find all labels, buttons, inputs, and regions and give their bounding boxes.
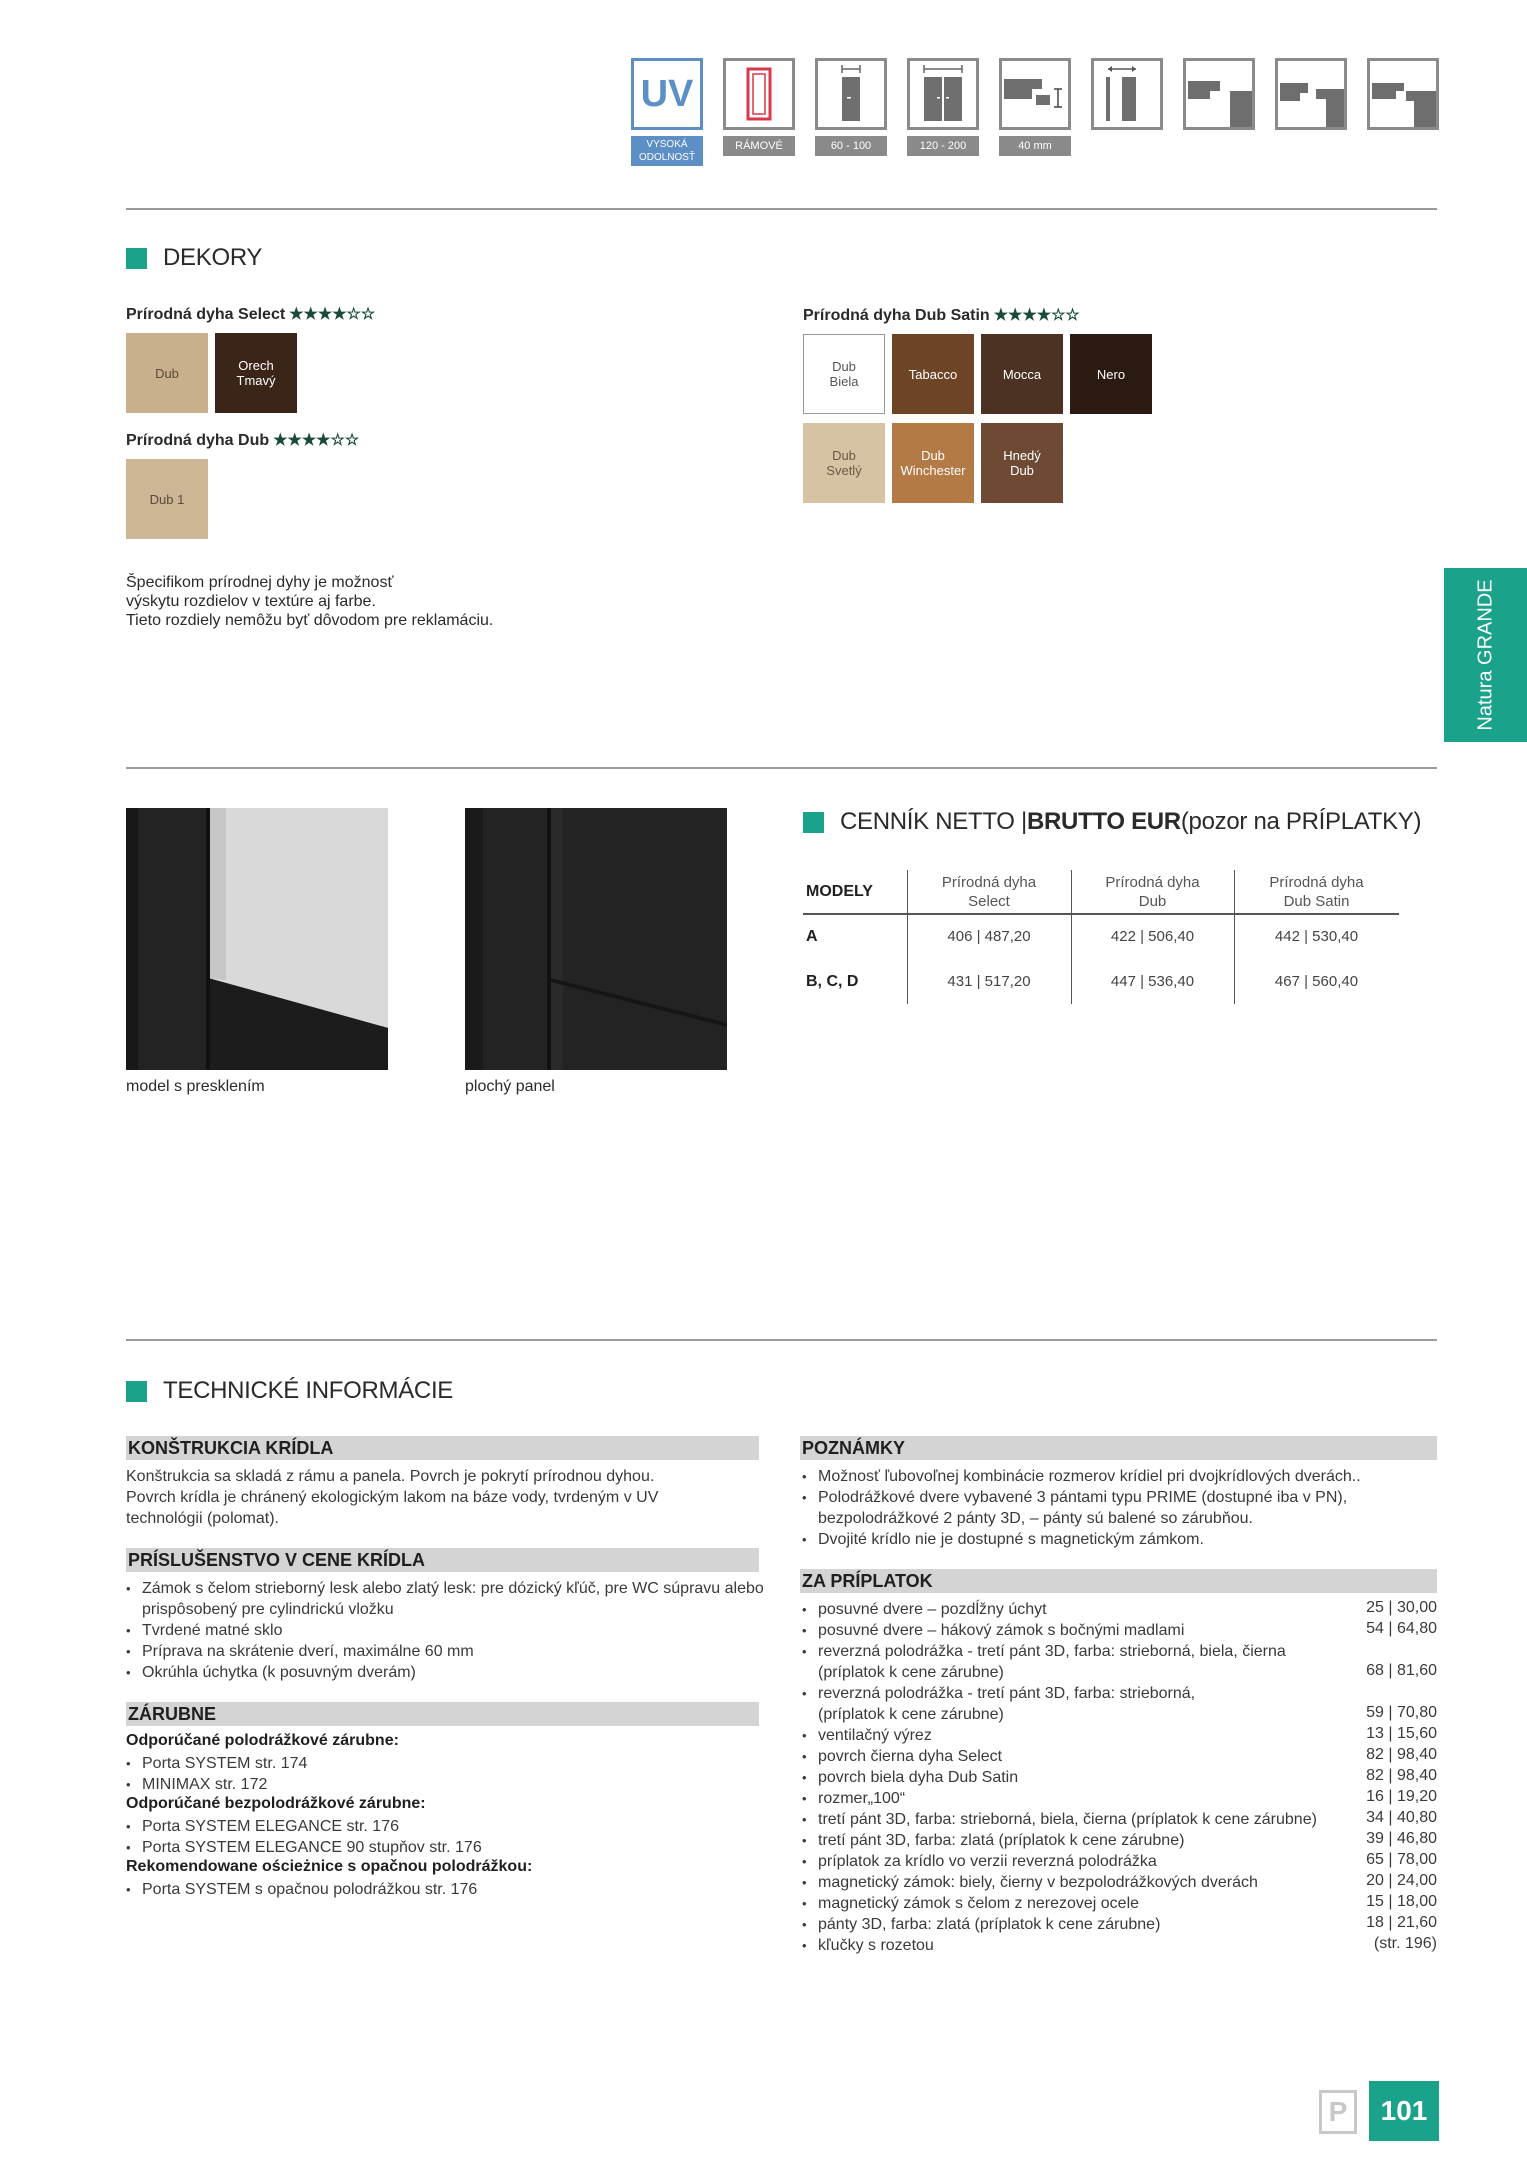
section-marker (803, 812, 824, 833)
tech-heading-text: TECHNICKÉ INFORMÁCIE (163, 1377, 454, 1404)
photo-flat-panel (465, 808, 727, 1070)
row-model-a: A (806, 928, 818, 945)
price-heading (803, 808, 1421, 836)
swatch-label: Tabacco (908, 366, 958, 382)
veneer-select-name: Prírodná dyha Select (126, 306, 286, 323)
accessories-band: PRÍSLUŠENSTVO V CENE KRÍDLA (126, 1548, 759, 1572)
swatch-label: Dub Winchester (900, 448, 966, 478)
decor-heading (126, 244, 262, 272)
page-number: 101 (1369, 2081, 1439, 2141)
frame-door-label: RÁMOVÉ (723, 136, 795, 156)
surcharge-item: • posuvné dvere – pozdĺžny úchyt (818, 1599, 1047, 1620)
col-models: MODELY (806, 883, 873, 900)
price-bcd-dub: 447 | 536,40 (1110, 973, 1195, 990)
construction-text: Konštrukcia sa skladá z rámu a panela. Povrch je pokrytí prírodnou dyhou. Povrch krídla je chránený ekologickým lakom na báze vody, tvrdeným v UV technológii (polomat). (126, 1468, 659, 1527)
frames-band: ZÁRUBNE (126, 1702, 759, 1726)
accessory-item: • Príprava na skrátenie dverí, maximálne 60 mm (142, 1641, 474, 1662)
surcharge-item: • rozmer„100“ (818, 1788, 905, 1809)
surcharge-price: 65 | 78,00 (1366, 1851, 1437, 1868)
surcharge-item: • tretí pánt 3D, farba: strieborná, biela, čierna (príplatok k cene zárubne) (818, 1809, 1317, 1830)
price-heading-normal: CENNÍK NETTO | (840, 808, 1027, 835)
swatch-label: Dub Svetlý (826, 448, 862, 478)
single-door-width-label: 60 - 100 (815, 136, 887, 156)
veneer-dub-name: Prírodná dyha Dub (126, 432, 270, 449)
decor-heading-text: DEKORY (163, 244, 263, 271)
surcharge-price: 34 | 40,80 (1366, 1809, 1437, 1826)
surcharge-price: 25 | 30,00 (1366, 1599, 1437, 1616)
price-bcd-select: 431 | 517,20 (947, 973, 1031, 990)
section-marker (126, 1381, 147, 1402)
surcharge-price: 13 | 15,60 (1366, 1725, 1437, 1742)
surcharge-price: 18 | 21,60 (1366, 1914, 1437, 1931)
construction-band: KONŠTRUKCIA KRÍDLA (126, 1436, 759, 1460)
price-a-select: 406 | 487,20 (947, 928, 1031, 945)
surcharge-item: • ventilačný výrez (818, 1725, 932, 1746)
row-model-bcd: B, C, D (806, 973, 859, 990)
surcharge-item: • posuvné dvere – hákový zámok s bočnými madlami (818, 1620, 1184, 1641)
single-door-width-icon (815, 58, 887, 130)
surcharge-item: • magnetický zámok: biely, čierny v bezpolodrážkových dverách (818, 1872, 1258, 1893)
surcharge-item: • kľučky s rozetou (818, 1935, 934, 1956)
surcharge-item: • tretí pánt 3D, farba: zlatá (príplatok k cene zárubne) (818, 1830, 1184, 1851)
veneer-select-title (126, 304, 375, 324)
double-door-width-label: 120 - 200 (907, 136, 979, 156)
surcharge-price: 82 | 98,40 (1366, 1746, 1437, 1763)
swatch-label: Dub (155, 365, 179, 381)
surcharge-price: 82 | 98,40 (1366, 1767, 1437, 1784)
accessory-item: • Tvrdené matné sklo (142, 1620, 283, 1641)
accessory-item: • Okrúhla úchytka (k posuvným dverám) (142, 1662, 416, 1683)
table-header-rule (803, 913, 1399, 915)
swatch-dub-biela[interactable] (803, 334, 885, 414)
veneer-satin-title (803, 305, 1080, 325)
brand-logo-letter: P (1328, 2096, 1348, 2127)
frames-group-title: Odporúčané bezpolodrážkové zárubne: (126, 1795, 426, 1812)
swatch-dub-svetly[interactable] (803, 423, 885, 503)
price-heading-bold: BRUTTO EUR (1026, 808, 1181, 835)
surcharge-item: • príplatok za krídlo vo verzii reverzná polodrážka (818, 1851, 1157, 1872)
swatch-label: Hnedý Dub (1003, 448, 1041, 478)
price-a-satin: 442 | 530,40 (1274, 928, 1359, 945)
col-select: Prírodná dyha Select (941, 874, 1037, 910)
rating-stars: ★★★★☆☆ (289, 306, 376, 323)
uv-icon (631, 58, 703, 130)
photo-glazed-model (126, 808, 388, 1070)
surcharge-price: 15 | 18,00 (1366, 1893, 1437, 1910)
section-marker (126, 248, 147, 269)
rating-stars: ★★★★☆☆ (993, 307, 1080, 324)
uv-glyph: UV (640, 73, 694, 115)
brand-logo (1319, 2090, 1357, 2134)
tech-heading (126, 1377, 453, 1405)
col-dub-satin: Prírodná dyha Dub Satin (1269, 874, 1364, 910)
side-tab-label: Natura GRANDE (1474, 579, 1496, 731)
swatch-dub-winchester[interactable] (892, 423, 974, 503)
col-dub: Prírodná dyha Dub (1105, 874, 1200, 910)
swatch-label: Dub 1 (149, 491, 185, 507)
swatch-tabacco[interactable] (892, 334, 974, 414)
swatch-dub-select[interactable] (126, 333, 208, 413)
swatch-label: Dub Biela (829, 359, 859, 389)
surcharge-item: • pánty 3D, farba: zlatá (príplatok k cene zárubne) (818, 1914, 1160, 1935)
surcharge-item: • povrch biela dyha Dub Satin (818, 1767, 1018, 1788)
uv-label: VYSOKÁ ODOLNOSŤ (631, 136, 703, 166)
surcharge-item: • reverzná polodrážka - tretí pánt 3D, farba: strieborná, biela, čierna (príplatok k cene zárubne) (818, 1641, 1286, 1683)
surcharges-band: ZA PRÍPLATOK (800, 1569, 1437, 1593)
note-item: • Dvojité krídlo nie je dostupné s magnetickým zámkom. (818, 1529, 1204, 1550)
swatch-label: Nero (1096, 366, 1126, 382)
surcharge-price: 68 | 81,60 (1366, 1662, 1437, 1679)
swatch-hnedy-dub[interactable] (981, 423, 1063, 503)
divider-top (126, 208, 1437, 210)
swatch-label: Mocca (1002, 366, 1042, 382)
swatch-label: Orech Tmavý (236, 358, 276, 388)
divider-bottom (126, 1339, 1437, 1341)
frames-group-title: Odporúčané polodrážkové zárubne: (126, 1732, 399, 1749)
veneer-note: Špecifikom prírodnej dyhy je možnosť výskytu rozdielov v textúre aj farbe. Tieto rozdiely nemôžu byť dôvodom pre reklamáciu. (126, 574, 494, 629)
door-thickness-icon (999, 58, 1071, 130)
veneer-satin-name: Prírodná dyha Dub Satin (803, 307, 990, 324)
price-heading-tail: (pozor na PRÍPLATKY) (1180, 808, 1422, 835)
swatch-mocca[interactable] (981, 334, 1063, 414)
frame-profile-1-icon (1183, 58, 1255, 130)
frame-item: • Porta SYSTEM ELEGANCE 90 stupňov str. 176 (142, 1837, 482, 1858)
frame-profile-3-icon (1367, 58, 1439, 130)
surcharge-item: • magnetický zámok s čelom z nerezovej ocele (818, 1893, 1139, 1914)
swatch-orech-tmavy[interactable] (215, 333, 297, 413)
surcharge-price: (str. 196) (1373, 1935, 1437, 1952)
surcharge-price: 39 | 46,80 (1366, 1830, 1437, 1847)
note-item: • Možnosť ľubovoľnej kombinácie rozmerov krídiel pri dvojkrídlových dverách.. (818, 1466, 1361, 1487)
side-tab (1444, 568, 1527, 742)
notes-band: POZNÁMKY (800, 1436, 1437, 1460)
surcharge-item: • povrch čierna dyha Select (818, 1746, 1002, 1767)
frame-item: • Porta SYSTEM s opačnou polodrážkou str. 176 (142, 1879, 477, 1900)
price-a-dub: 422 | 506,40 (1110, 928, 1195, 945)
surcharge-price: 54 | 64,80 (1366, 1620, 1437, 1637)
frame-door-icon (723, 58, 795, 130)
frame-profile-2-icon (1275, 58, 1347, 130)
door-thickness-label: 40 mm (999, 136, 1071, 156)
surcharge-item: • reverzná polodrážka - tretí pánt 3D, farba: strieborná, (príplatok k cene zárubne) (818, 1683, 1195, 1725)
frames-group-title: Rekomendowane ościeżnice s opačnou polodrážkou: (126, 1858, 533, 1875)
swatch-dub-1[interactable] (126, 459, 208, 539)
price-bcd-satin: 467 | 560,40 (1274, 973, 1359, 990)
veneer-dub-title (126, 430, 359, 450)
surcharge-price: 20 | 24,00 (1366, 1872, 1437, 1889)
rating-stars: ★★★★☆☆ (273, 432, 360, 449)
photo-flat-caption: plochý panel (465, 1078, 555, 1095)
surcharge-price: 16 | 19,20 (1366, 1788, 1437, 1805)
divider-middle (126, 767, 1437, 769)
surcharge-price: 59 | 70,80 (1366, 1704, 1437, 1721)
accessory-item: • Zámok s čelom strieborný lesk alebo zlatý lesk: pre dózický kľúč, pre WC súpravu alebo prispôsobený pre cylindrickú vložku (142, 1578, 764, 1620)
frame-item: • MINIMAX str. 172 (142, 1774, 267, 1795)
frame-item: • Porta SYSTEM str. 174 (142, 1753, 307, 1774)
double-door-width-icon (907, 58, 979, 130)
frame-item: • Porta SYSTEM ELEGANCE str. 176 (142, 1816, 399, 1837)
swatch-nero[interactable] (1070, 334, 1152, 414)
door-side-icon (1091, 58, 1163, 130)
photo-glazed-caption: model s presklením (126, 1078, 265, 1095)
note-item: • Polodrážkové dvere vybavené 3 pántami typu PRIME (dostupné iba v PN), bezpolodrážkové 2 pánty 3D, – pánty sú balené so zárubňou. (818, 1487, 1347, 1529)
